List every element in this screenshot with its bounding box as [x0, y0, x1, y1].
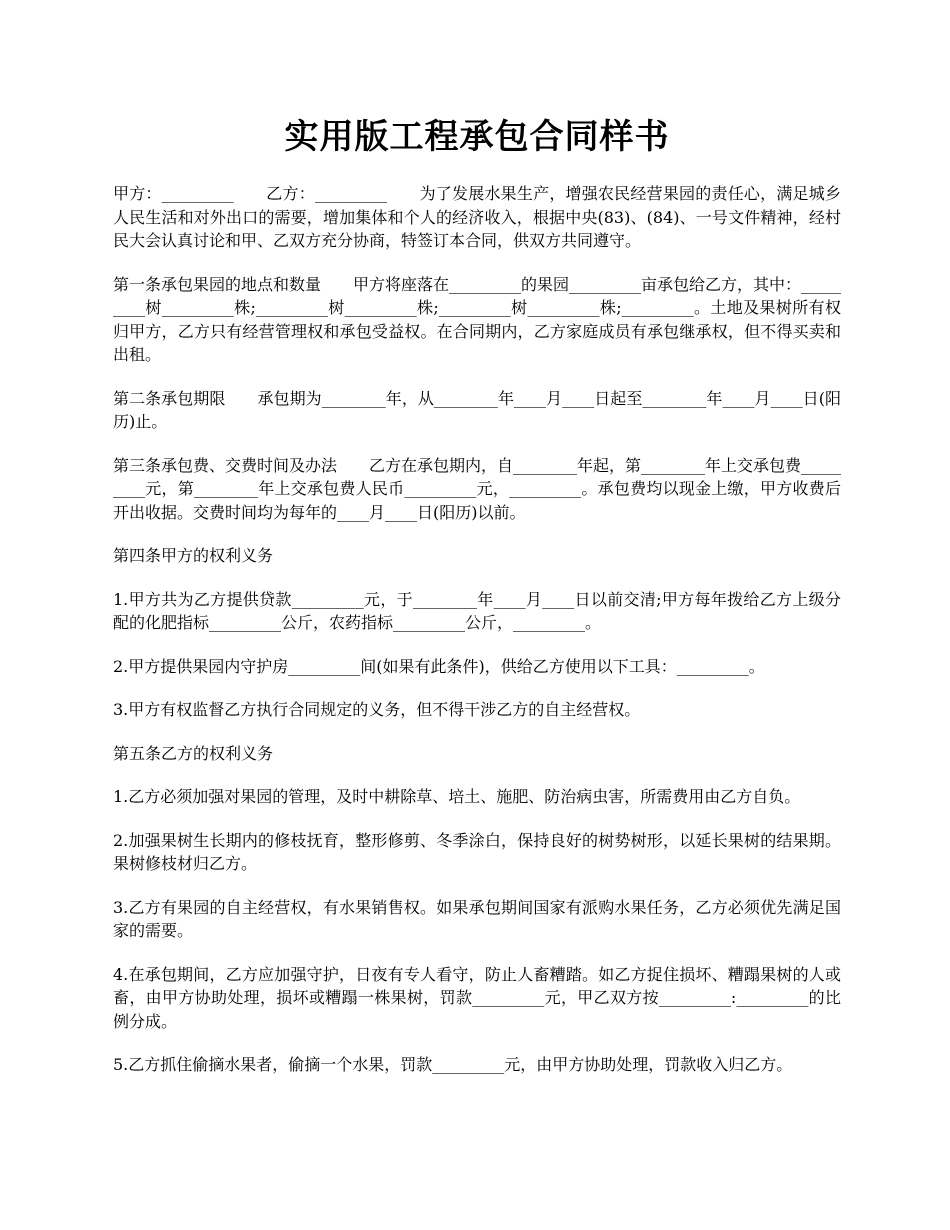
paragraph-article-3: 第三条承包费、交费时间及办法 乙方在承包期内，自________年起，第________年上交承包费_________元，第________年上交承包费人民币_________元，_________。承包费均以现金上缴，甲方收费后开出收据。交费时间均为每年的____月____日(阳历)以前。	[113, 455, 842, 522]
paragraph-article-2: 第二条承包期限 承包期为________年，从________年____月____日起至________年____月____日(阳历)止。	[113, 388, 841, 431]
heading-article-5: 第五条乙方的权利义务	[113, 743, 274, 763]
document-body	[113, 182, 841, 1077]
document-title: 实用版工程承包合同样书	[284, 117, 670, 157]
paragraph-article-5-item-1: 1.乙方必须加强对果园的管理，及时中耕除草、培土、施肥、防治病虫害，所需费用由乙方自负。	[113, 787, 801, 806]
heading-article-4: 第四条甲方的权利义务	[113, 546, 274, 565]
paragraph-preamble: 甲方：_________ 乙方：_________ 为了发展水果生产，增强农民经营果园的责任心，满足城乡人民生活和对外出口的需要，增加集体和个人的经济收入，根据中央(83)、(84)、一号文件精神，经村民大会认真讨论和甲、乙双方充分协商，特签订本合同，供双方共同遵守。	[113, 184, 841, 250]
paragraph-article-5-item-4: 4.在承包期间，乙方应加强守护，日夜有专人看守，防止人畜糟踏。如乙方捉住损坏、糟蹋果树的人或畜，由甲方协助处理，损坏或糟蹋一株果树，罚款_________元，甲乙双方按_________:_________的比例分成。	[113, 964, 841, 1031]
document-page	[113, 0, 841, 1097]
paragraph-article-4-item-1: 1.甲方共为乙方提供贷款_________元，于________年____月____日以前交清;甲方每年拨给乙方上级分配的化肥指标_________公斤，农药指标_________公斤，_________。	[113, 589, 841, 632]
paragraph-article-5-item-5: 5.乙方抓住偷摘水果者，偷摘一个水果，罚款_________元，由甲方协助处理，罚款收入归乙方。	[113, 1055, 793, 1074]
paragraph-article-5-item-2: 2.加强果树生长期内的修枝抚育，整形修剪、冬季涂白，保持良好的树势树形，以延长果树的结果期。果树修枝材归乙方。	[113, 830, 841, 873]
paragraph-article-4-item-3: 3.甲方有权监督乙方执行合同规定的义务，但不得干涉乙方的自主经营权。	[113, 700, 641, 719]
paragraph-article-4-item-2: 2.甲方提供果园内守护房_________间(如果有此条件)，供给乙方使用以下工具：_________。	[113, 656, 765, 676]
paragraph-article-5-item-3: 3.乙方有果园的自主经营权，有水果销售权。如果承包期间国家有派购水果任务，乙方必须优先满足国家的需要。	[113, 897, 841, 940]
paragraph-article-1: 第一条承包果园的地点和数量 甲方将座落在_________的果园_________亩承包给乙方，其中：_________树_________株;_________树_________株;_________树_________株;_________。土地及果树所有权归甲方，乙方只有经营管理权和承包受益权。在合同期内，乙方家庭成员有承包继承权，但不得买卖和出租。	[113, 274, 842, 364]
